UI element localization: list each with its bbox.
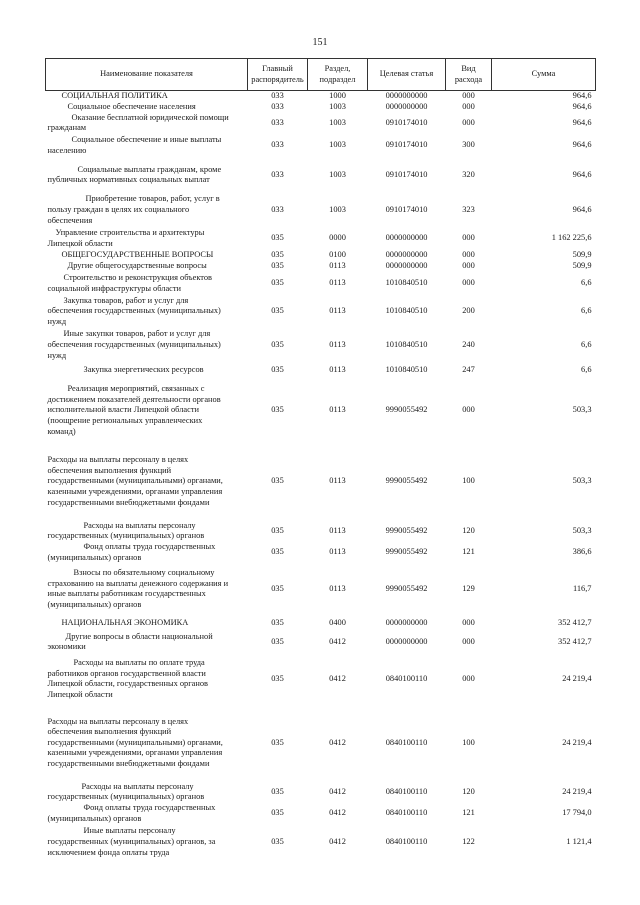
cell-name-line: Расходы на выплаты персоналу — [83, 520, 196, 530]
cell-name-line: казенными учреждениями, органами управления — [47, 487, 223, 497]
cell-name-line: Приобретение товаров, работ, услуг в — [85, 194, 220, 204]
cell-razdel: 0000 — [329, 233, 346, 243]
cell-summa: 352 412,7 — [558, 617, 592, 627]
cell-vid: 120 — [462, 526, 475, 536]
cell-celevaya: 0000000000 — [385, 233, 428, 243]
cell-vid: 000 — [462, 233, 475, 243]
cell-name — [46, 113, 248, 134]
cell-razdel: 0113 — [329, 365, 346, 375]
cell-razdel: 0113 — [329, 278, 346, 288]
budget-table — [45, 58, 596, 860]
cell-celevaya: 0000000000 — [385, 636, 428, 646]
cell-vid: 100 — [462, 737, 475, 747]
cell-razdel: 1000 — [329, 91, 346, 100]
cell-name-line: страхованию на выплаты денежного содержания и — [47, 578, 229, 588]
cell-celevaya: 0000000000 — [385, 617, 428, 627]
cell-name — [46, 542, 248, 563]
cell-glavny: 035 — [271, 306, 284, 316]
cell-summa: 1 121,4 — [566, 837, 592, 847]
cell-name — [46, 134, 248, 158]
cell-vid: 200 — [462, 306, 475, 316]
cell-summa: 964,6 — [572, 169, 592, 179]
cell-razdel: 0113 — [329, 583, 346, 593]
cell-celevaya: 9990055492 — [385, 547, 428, 557]
cell-summa: 503,3 — [572, 405, 592, 415]
cell-name-line: Липецкой области — [47, 238, 113, 248]
cell-celevaya: 1010840510 — [385, 365, 428, 375]
cell-vid: 000 — [462, 91, 475, 100]
cell-razdel: 1003 — [329, 204, 346, 214]
cell-name — [46, 91, 248, 102]
table-row — [46, 542, 596, 563]
table-row — [46, 363, 596, 379]
cell-name-line: Реализация мероприятий, связанных с — [67, 384, 205, 394]
cell-name-line: государственными внебюджетными фондами — [47, 759, 210, 769]
cell-glavny: 033 — [271, 117, 284, 127]
cell-celevaya: 0910174010 — [385, 140, 428, 150]
cell-name-line: Липецкой области, государственных органов — [47, 679, 209, 689]
header-razdel: Раздел, подраздел — [308, 59, 368, 91]
cell-name — [46, 272, 248, 296]
cell-glavny: 035 — [271, 476, 284, 486]
cell-name — [46, 193, 248, 228]
cell-name-line: Расходы на выплаты персоналу — [81, 781, 194, 791]
cell-celevaya: 9990055492 — [385, 405, 428, 415]
cell-glavny: 033 — [271, 169, 284, 179]
cell-glavny: 035 — [271, 260, 284, 270]
cell-name-line: иные выплаты работникам государственных — [47, 589, 206, 599]
cell-name — [46, 631, 248, 653]
cell-razdel: 0113 — [329, 306, 346, 316]
cell-name-line: Взносы по обязательному социальному — [73, 567, 215, 577]
cell-glavny: 035 — [271, 673, 284, 683]
cell-name-line: нужд — [47, 350, 67, 360]
cell-name-line: Фонд оплаты труда государственных — [83, 541, 216, 551]
cell-summa: 964,6 — [572, 117, 592, 127]
header-vid: Вид расхода — [446, 59, 492, 91]
cell-glavny: 033 — [271, 204, 284, 214]
cell-name-line: социальной инфраструктуры области — [47, 283, 182, 293]
cell-name — [46, 261, 248, 272]
cell-razdel: 0113 — [329, 339, 346, 349]
cell-celevaya: 0000000000 — [385, 91, 428, 100]
cell-razdel: 1003 — [329, 101, 346, 111]
cell-name-line: обеспечения выполнения функций — [47, 465, 172, 475]
cell-name-line: (поощрение региональных управленческих — [47, 416, 203, 426]
cell-name-line: обеспечения государственных (муниципальных) — [47, 306, 221, 316]
cell-glavny: 035 — [271, 837, 284, 847]
cell-glavny: 035 — [271, 786, 284, 796]
cell-name-line: Иные закупки товаров, работ и услуг для — [63, 329, 211, 339]
table-row — [46, 653, 596, 705]
cell-glavny: 035 — [271, 278, 284, 288]
table-row — [46, 272, 596, 296]
cell-vid: 000 — [462, 636, 475, 646]
cell-glavny: 033 — [271, 101, 284, 111]
cell-name — [46, 615, 248, 631]
table-row — [46, 615, 596, 631]
cell-name-line: Фонд оплаты труда государственных — [83, 803, 216, 813]
cell-name-line: государственными (муниципальными) органами, — [47, 476, 223, 486]
cell-glavny: 035 — [271, 547, 284, 557]
cell-name-line: Управление строительства и архитектуры — [55, 228, 205, 238]
cell-summa: 964,6 — [572, 91, 592, 100]
cell-name-line: Социальные выплаты гражданам, кроме — [77, 164, 222, 174]
cell-glavny: 033 — [271, 91, 284, 100]
cell-glavny: 035 — [271, 249, 284, 259]
cell-razdel: 0113 — [329, 405, 346, 415]
table-row — [46, 261, 596, 272]
cell-name — [46, 563, 248, 615]
cell-name-line: работников органов государственной власти — [47, 668, 206, 678]
cell-name-line: Другие общегосударственные вопросы — [67, 260, 207, 270]
table-body — [46, 91, 596, 861]
cell-name-line: Закупка товаров, работ и услуг для — [63, 295, 189, 305]
cell-name-line: государственными внебюджетными фондами — [47, 497, 210, 507]
cell-vid: 121 — [462, 547, 475, 557]
cell-vid: 000 — [462, 249, 475, 259]
cell-name-line: Расходы на выплаты персоналу в целях — [47, 455, 189, 465]
cell-vid: 121 — [462, 808, 475, 818]
cell-summa: 24 219,4 — [562, 673, 592, 683]
cell-celevaya: 0000000000 — [385, 101, 428, 111]
cell-glavny: 035 — [271, 233, 284, 243]
cell-name-line: (муниципальных) органов — [47, 599, 142, 609]
header-summa: Сумма — [492, 59, 596, 91]
cell-celevaya: 9990055492 — [385, 476, 428, 486]
table-row — [46, 113, 596, 134]
cell-summa: 6,6 — [581, 278, 592, 288]
cell-razdel: 0113 — [329, 260, 346, 270]
cell-name-line: Строительство и реконструкция объектов — [63, 273, 212, 283]
table-row — [46, 521, 596, 542]
cell-name-line: Оказание бесплатной юридической помощи — [71, 112, 229, 122]
cell-vid: 323 — [462, 204, 475, 214]
cell-celevaya: 0840100110 — [385, 786, 428, 796]
cell-vid: 240 — [462, 339, 475, 349]
cell-name-line: НАЦИОНАЛЬНАЯ ЭКОНОМИКА — [61, 617, 189, 627]
cell-summa: 116,7 — [572, 583, 592, 593]
table-row — [46, 563, 596, 615]
cell-summa: 964,6 — [572, 140, 592, 150]
cell-summa: 24 219,4 — [562, 737, 592, 747]
cell-summa: 24 219,4 — [562, 786, 592, 796]
cell-name-line: Социальное обеспечение и иные выплаты — [71, 135, 222, 145]
cell-name-line: команд) — [47, 426, 76, 436]
cell-glavny: 035 — [271, 737, 284, 747]
cell-glavny: 035 — [271, 617, 284, 627]
cell-razdel: 1003 — [329, 169, 346, 179]
cell-glavny: 033 — [271, 140, 284, 150]
cell-summa: 503,3 — [572, 476, 592, 486]
cell-name-line: обеспечения — [47, 215, 93, 225]
cell-celevaya: 9990055492 — [385, 583, 428, 593]
header-name: Наименование показателя — [46, 59, 248, 91]
cell-name-line: Липецкой области — [47, 689, 113, 699]
cell-name — [46, 102, 248, 113]
cell-razdel: 0100 — [329, 249, 346, 259]
cell-summa: 6,6 — [581, 339, 592, 349]
cell-vid: 129 — [462, 583, 475, 593]
cell-summa: 509,9 — [572, 249, 592, 259]
cell-celevaya: 0840100110 — [385, 673, 428, 683]
cell-vid: 000 — [462, 405, 475, 415]
cell-celevaya: 0910174010 — [385, 169, 428, 179]
cell-summa: 964,6 — [572, 204, 592, 214]
cell-name-line: государственных (муниципальных) органов, за — [47, 837, 216, 847]
cell-razdel: 0412 — [329, 808, 346, 818]
cell-vid: 000 — [462, 101, 475, 111]
cell-celevaya: 0840100110 — [385, 837, 428, 847]
table-row — [46, 158, 596, 193]
cell-razdel: 1003 — [329, 117, 346, 127]
cell-name — [46, 158, 248, 193]
cell-name-line: исключением фонда оплаты труда — [47, 847, 170, 857]
cell-name-line: публичных нормативных социальных выплат — [47, 175, 210, 185]
cell-name-line: (муниципальных) органов — [47, 552, 142, 562]
cell-glavny: 035 — [271, 339, 284, 349]
table-row — [46, 631, 596, 653]
cell-razdel: 1003 — [329, 140, 346, 150]
cell-name-line: Закупка энергетических ресурсов — [83, 365, 204, 375]
cell-glavny: 035 — [271, 636, 284, 646]
cell-name-line: ОБЩЕГОСУДАРСТВЕННЫЕ ВОПРОСЫ — [61, 249, 214, 259]
cell-summa: 509,9 — [572, 260, 592, 270]
cell-razdel: 0412 — [329, 673, 346, 683]
table-row — [46, 296, 596, 328]
cell-razdel: 0412 — [329, 786, 346, 796]
cell-celevaya: 0910174010 — [385, 204, 428, 214]
cell-vid: 000 — [462, 673, 475, 683]
cell-vid: 000 — [462, 117, 475, 127]
cell-glavny: 035 — [271, 526, 284, 536]
cell-name — [46, 328, 248, 363]
cell-name — [46, 443, 248, 521]
cell-vid: 320 — [462, 169, 475, 179]
cell-summa: 6,6 — [581, 306, 592, 316]
cell-name-line: пользу граждан в целях их социального — [47, 204, 190, 214]
cell-glavny: 035 — [271, 365, 284, 375]
table-row — [46, 379, 596, 443]
cell-glavny: 035 — [271, 405, 284, 415]
cell-name-line: населению — [47, 145, 87, 155]
cell-celevaya: 1010840510 — [385, 278, 428, 288]
cell-celevaya: 1010840510 — [385, 306, 428, 316]
cell-vid: 000 — [462, 617, 475, 627]
table-header — [46, 59, 596, 91]
cell-vid: 120 — [462, 786, 475, 796]
table-row — [46, 91, 596, 102]
cell-name-line: СОЦИАЛЬНАЯ ПОЛИТИКА — [61, 91, 168, 100]
cell-vid: 247 — [462, 365, 475, 375]
cell-name-line: гражданам — [47, 123, 87, 133]
table-row — [46, 803, 596, 824]
cell-name — [46, 521, 248, 542]
cell-glavny: 035 — [271, 808, 284, 818]
cell-name — [46, 803, 248, 824]
cell-summa: 386,6 — [572, 547, 592, 557]
table-row — [46, 134, 596, 158]
header-celevaya: Целевая статья — [368, 59, 446, 91]
cell-name-line: Расходы на выплаты персоналу в целях — [47, 716, 189, 726]
cell-name-line: государственных (муниципальных) органов — [47, 531, 205, 541]
cell-celevaya: 1010840510 — [385, 339, 428, 349]
table-row — [46, 824, 596, 860]
cell-summa: 6,6 — [581, 365, 592, 375]
cell-celevaya: 0840100110 — [385, 737, 428, 747]
cell-name — [46, 824, 248, 860]
cell-name — [46, 705, 248, 781]
cell-name-line: государственных (муниципальных) органов — [47, 792, 205, 802]
cell-name — [46, 228, 248, 250]
cell-vid: 122 — [462, 837, 475, 847]
cell-glavny: 035 — [271, 583, 284, 593]
cell-name — [46, 363, 248, 379]
cell-name-line: государственными (муниципальными) органами, — [47, 737, 223, 747]
cell-name — [46, 250, 248, 261]
table-row — [46, 781, 596, 803]
cell-celevaya: 0000000000 — [385, 249, 428, 259]
cell-razdel: 0113 — [329, 547, 346, 557]
cell-name-line: казенными учреждениями, органами управления — [47, 748, 223, 758]
page-number: 151 — [312, 37, 328, 48]
cell-name — [46, 296, 248, 328]
cell-summa: 1 162 225,6 — [551, 233, 592, 243]
cell-vid: 000 — [462, 278, 475, 288]
cell-name-line: Расходы на выплаты по оплате труда — [73, 657, 205, 667]
cell-name-line: нужд — [47, 317, 67, 327]
cell-razdel: 0113 — [329, 526, 346, 536]
cell-summa: 503,3 — [572, 526, 592, 536]
header-glavny: Главный распорядитель — [248, 59, 308, 91]
cell-razdel: 0412 — [329, 737, 346, 747]
cell-name — [46, 653, 248, 705]
table-row — [46, 443, 596, 521]
cell-name-line: экономики — [47, 642, 86, 652]
cell-razdel: 0113 — [329, 476, 346, 486]
cell-name-line: Другие вопросы в области национальной — [65, 631, 213, 641]
table-row — [46, 102, 596, 113]
cell-name-line: Социальное обеспечение населения — [67, 101, 196, 111]
cell-name-line: исполнительной власти Липецкой области — [47, 405, 199, 415]
cell-celevaya: 0000000000 — [385, 260, 428, 270]
cell-summa: 964,6 — [572, 101, 592, 111]
cell-vid: 300 — [462, 140, 475, 150]
cell-celevaya: 0910174010 — [385, 117, 428, 127]
cell-vid: 000 — [462, 260, 475, 270]
cell-name — [46, 379, 248, 443]
cell-summa: 17 794,0 — [562, 808, 592, 818]
table-row — [46, 328, 596, 363]
cell-name-line: Иные выплаты персоналу — [83, 826, 176, 836]
cell-razdel: 0400 — [329, 617, 346, 627]
cell-summa: 352 412,7 — [558, 636, 592, 646]
cell-razdel: 0412 — [329, 636, 346, 646]
cell-razdel: 0412 — [329, 837, 346, 847]
table-row — [46, 705, 596, 781]
cell-name-line: обеспечения государственных (муниципальных) — [47, 339, 221, 349]
cell-celevaya: 0840100110 — [385, 808, 428, 818]
cell-celevaya: 9990055492 — [385, 526, 428, 536]
cell-name-line: (муниципальных) органов — [47, 813, 142, 823]
cell-name-line: обеспечения выполнения функций — [47, 727, 172, 737]
table-row — [46, 228, 596, 250]
cell-name — [46, 781, 248, 803]
cell-vid: 100 — [462, 476, 475, 486]
cell-name-line: достижением показателей деятельности органов — [47, 394, 221, 404]
table-row — [46, 193, 596, 228]
table-row — [46, 250, 596, 261]
